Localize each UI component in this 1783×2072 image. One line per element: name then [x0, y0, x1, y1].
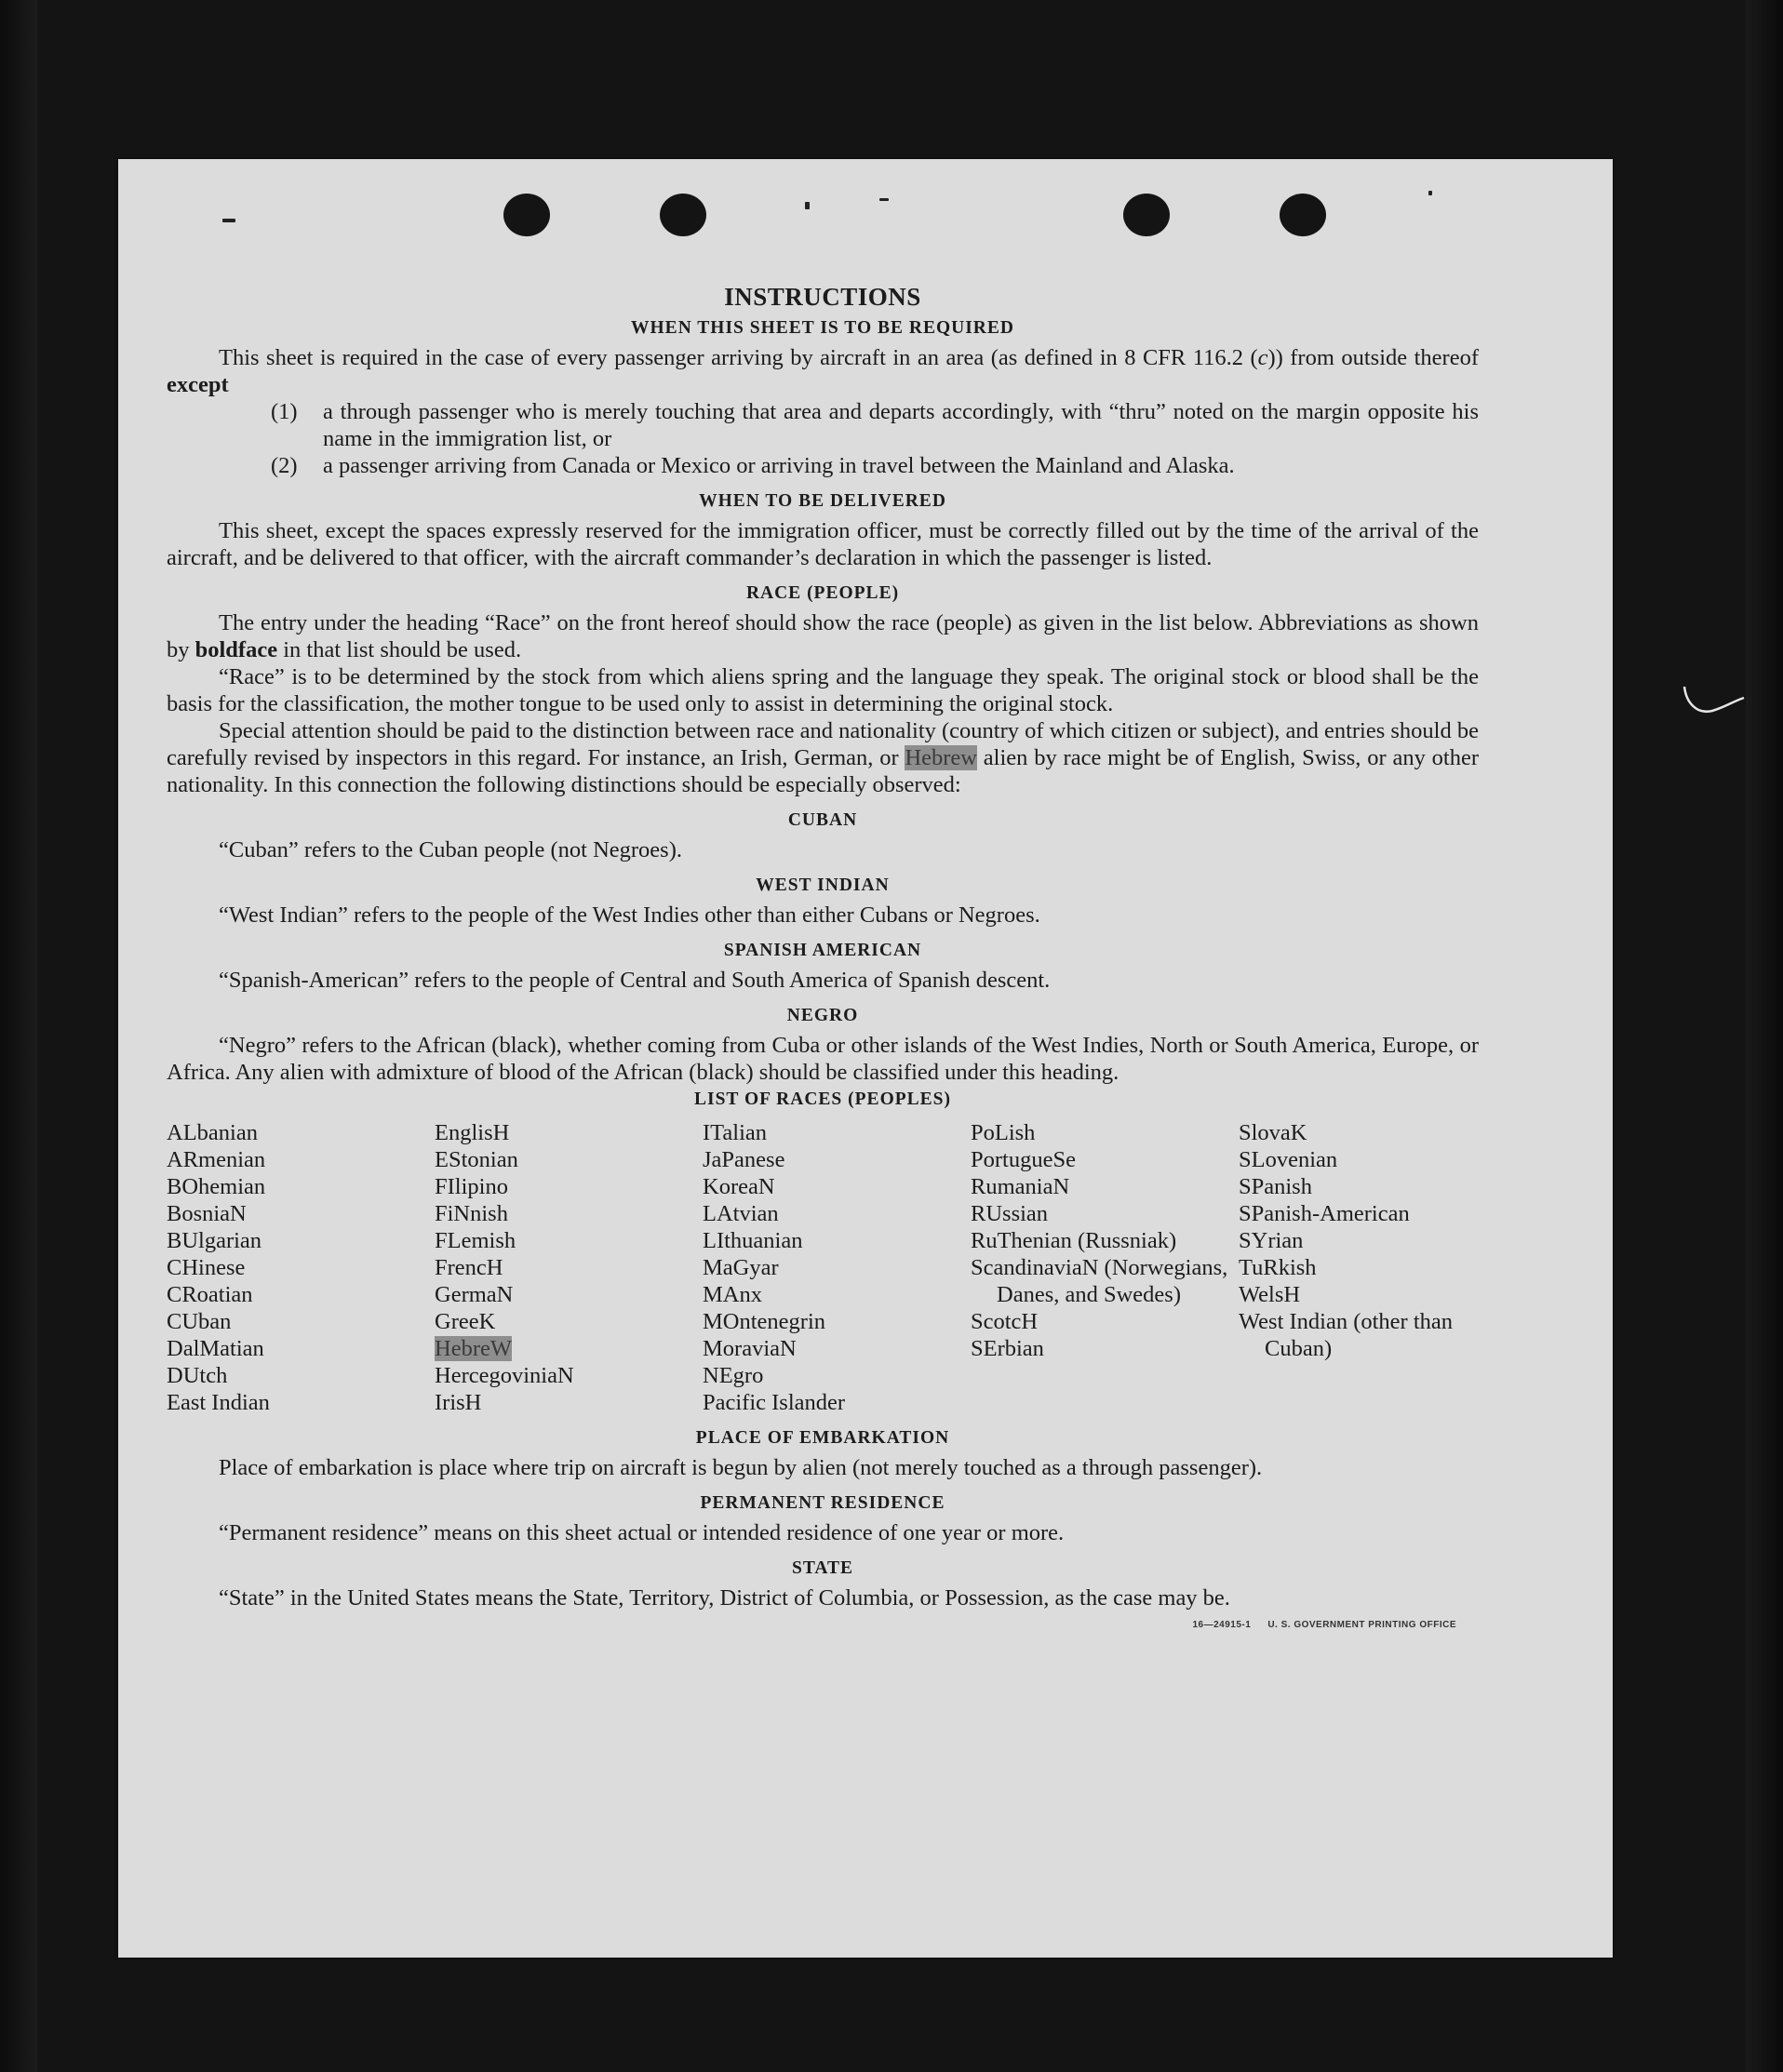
race-paragraph-1: The entry under the heading “Race” on the front hereof should show the race (people) as given in the list below. Abbreviations as shown by boldface in that list should be used.: [167, 610, 1479, 662]
race-entry: PortugueSe: [971, 1147, 1076, 1172]
heading-negro: NEGRO: [786, 1006, 859, 1025]
races-column: [1239, 1119, 1507, 1416]
scan-border-right: [1746, 0, 1783, 2072]
heading-cuban: CUBAN: [787, 810, 858, 830]
race-entry: SLovenian: [1239, 1147, 1338, 1172]
race-entry: FIlipino: [435, 1174, 508, 1199]
race-entry: ScotcH: [971, 1309, 1039, 1334]
race-entry: MoraviaN: [703, 1336, 797, 1361]
race-entry: FLemish: [435, 1228, 516, 1253]
race-entry: RUssian: [971, 1201, 1049, 1226]
race-entry: JaPanese: [703, 1147, 785, 1172]
race-entry: BUlgarian: [167, 1228, 262, 1253]
west-indian-text: “West Indian” refers to the people of the West Indies other than either Cubans or Negroes.: [219, 902, 1040, 928]
race-entry-struck: HebreW: [435, 1336, 512, 1361]
race-entry: SPanish: [1239, 1174, 1312, 1199]
embarkation-text: Place of embarkation is place where trip on aircraft is begun by alien (not merely touched as a through passenger).: [219, 1455, 1263, 1480]
scan-speck: [805, 202, 810, 209]
negro-text: “Negro” refers to the African (black), whether coming from Cuba or other islands of the West Indies, North or South America, Europe, or Africa. Any alien with admixture of blood of the African (black) should be classified under this heading.: [167, 1033, 1479, 1085]
punch-hole: [660, 194, 706, 236]
punch-hole: [1123, 194, 1170, 236]
heading-when-required: WHEN THIS SHEET IS TO BE REQUIRED: [631, 318, 1014, 338]
scan-speck: [879, 198, 889, 201]
exception-item: (1) a through passenger who is merely touching that area and departs accordingly, with “thru” noted on the margin opposite his name in the immigration list, or: [271, 399, 1479, 451]
race-entry: FrencH: [435, 1255, 503, 1280]
race-entry: MAnx: [703, 1282, 762, 1307]
races-column: [435, 1119, 703, 1416]
race-entry: IrisH: [435, 1390, 482, 1415]
race-entry: ALbanian: [167, 1120, 258, 1145]
race-entry: KoreaN: [703, 1174, 775, 1199]
printer-imprint: [1192, 1611, 1456, 1638]
race-entry: GermaN: [435, 1282, 514, 1307]
race-entry: EnglisH: [435, 1120, 510, 1145]
race-entry: CRoatian: [167, 1282, 253, 1307]
struck-word: Hebrew: [905, 745, 977, 770]
race-entry: LIthuanian: [703, 1228, 803, 1253]
cuban-text: “Cuban” refers to the Cuban people (not Negroes).: [219, 837, 682, 862]
scan-border-left: [0, 0, 37, 2072]
punch-hole: [1280, 194, 1326, 236]
races-column: [971, 1119, 1239, 1416]
race-entry: EStonian: [435, 1147, 518, 1172]
form-number: 16—24915-1: [1192, 1620, 1252, 1630]
race-entry: West Indian (other than Cuban): [1239, 1309, 1454, 1361]
heading-state: STATE: [791, 1558, 854, 1578]
printer-name: U. S. GOVERNMENT PRINTING OFFICE: [1267, 1620, 1456, 1630]
heading-place-of-embarkation: PLACE OF EMBARKATION: [695, 1428, 950, 1448]
heading-west-indian: WEST INDIAN: [756, 876, 890, 895]
race-entry: CUban: [167, 1309, 232, 1334]
race-paragraph-2: “Race” is to be determined by the stock from which aliens spring and the language they speak. The original stock or blood shall be the basis for the classification, the mother tongue to be used only to assist in determining the original stock.: [167, 664, 1479, 716]
race-entry: CHinese: [167, 1255, 246, 1280]
heading-spanish-american: SPANISH AMERICAN: [723, 941, 922, 960]
instructions-body: [167, 282, 1479, 1638]
race-entry: MOntenegrin: [703, 1309, 825, 1334]
race-entry: GreeK: [435, 1309, 496, 1334]
race-entry: RuThenian (Russniak): [971, 1228, 1177, 1253]
state-text: “State” in the United States means the State, Territory, District of Columbia, or Possession, as the case may be.: [219, 1585, 1230, 1611]
races-column: [703, 1119, 971, 1416]
race-entry: BosniaN: [167, 1201, 247, 1226]
when-required-intro: This sheet is required in the case of every passenger arriving by aircraft in an area (as defined in 8 CFR 116.2 (c)) from outside thereof except: [167, 345, 1479, 397]
race-entry: BOhemian: [167, 1174, 266, 1199]
race-entry: Pacific Islander: [703, 1390, 846, 1415]
race-entry: PoLish: [971, 1120, 1036, 1145]
race-entry: DalMatian: [167, 1336, 264, 1361]
instruction-sheet: [118, 159, 1613, 1958]
races-column: [167, 1119, 435, 1416]
races-list: [167, 1119, 1479, 1416]
residence-text: “Permanent residence” means on this sheet actual or intended residence of one year or more.: [219, 1520, 1065, 1545]
race-entry: HercegoviniaN: [435, 1363, 574, 1388]
race-entry: SlovaK: [1239, 1120, 1307, 1145]
heading-when-delivered: WHEN TO BE DELIVERED: [699, 491, 946, 511]
race-entry: SPanish-American: [1239, 1201, 1410, 1226]
page-title: INSTRUCTIONS: [724, 283, 921, 311]
race-entry: ITalian: [703, 1120, 768, 1145]
heading-permanent-residence: PERMANENT RESIDENCE: [700, 1493, 945, 1513]
footer: [167, 1611, 1479, 1638]
heading-list-of-races: LIST OF RACES (PEOPLES): [693, 1089, 951, 1109]
race-entry: East Indian: [167, 1390, 270, 1415]
race-entry: ARmenian: [167, 1147, 266, 1172]
scan-speck: [222, 219, 235, 222]
heading-race: RACE (PEOPLE): [745, 583, 900, 603]
race-entry: TuRkish: [1239, 1255, 1317, 1280]
race-entry: ScandinaviaN (Norwegians, Danes, and Swedes): [971, 1255, 1228, 1307]
race-entry: SYrian: [1239, 1228, 1304, 1253]
punch-hole: [503, 194, 550, 236]
spanish-american-text: “Spanish-American” refers to the people of Central and South America of Spanish descent.: [219, 968, 1051, 993]
race-paragraph-3: Special attention should be paid to the distinction between race and nationality (country of which citizen or subject), and entries should be carefully revised by inspectors in this regard. For instance, an Irish, German, or Hebrew alien by race might be of English, Swiss, or any other nationality. In this connection the following distinctions should be especially observed:: [167, 718, 1479, 797]
race-entry: FiNnish: [435, 1201, 508, 1226]
race-entry: WelsH: [1239, 1282, 1301, 1307]
race-entry: NEgro: [703, 1363, 764, 1388]
race-entry: LAtvian: [703, 1201, 779, 1226]
race-entry: RumaniaN: [971, 1174, 1070, 1199]
margin-pen-mark: [1681, 683, 1746, 720]
scan-speck: [1428, 191, 1432, 195]
exception-item: (2) a passenger arriving from Canada or Mexico or arriving in travel between the Mainland and Alaska.: [271, 453, 1235, 478]
when-delivered-text: This sheet, except the spaces expressly reserved for the immigration officer, must be correctly filled out by the time of the arrival of the aircraft, and be delivered to that officer, with the aircraft commander’s declaration in which the passenger is listed.: [167, 518, 1479, 570]
race-entry: SErbian: [971, 1336, 1044, 1361]
race-entry: DUtch: [167, 1363, 228, 1388]
race-entry: MaGyar: [703, 1255, 779, 1280]
